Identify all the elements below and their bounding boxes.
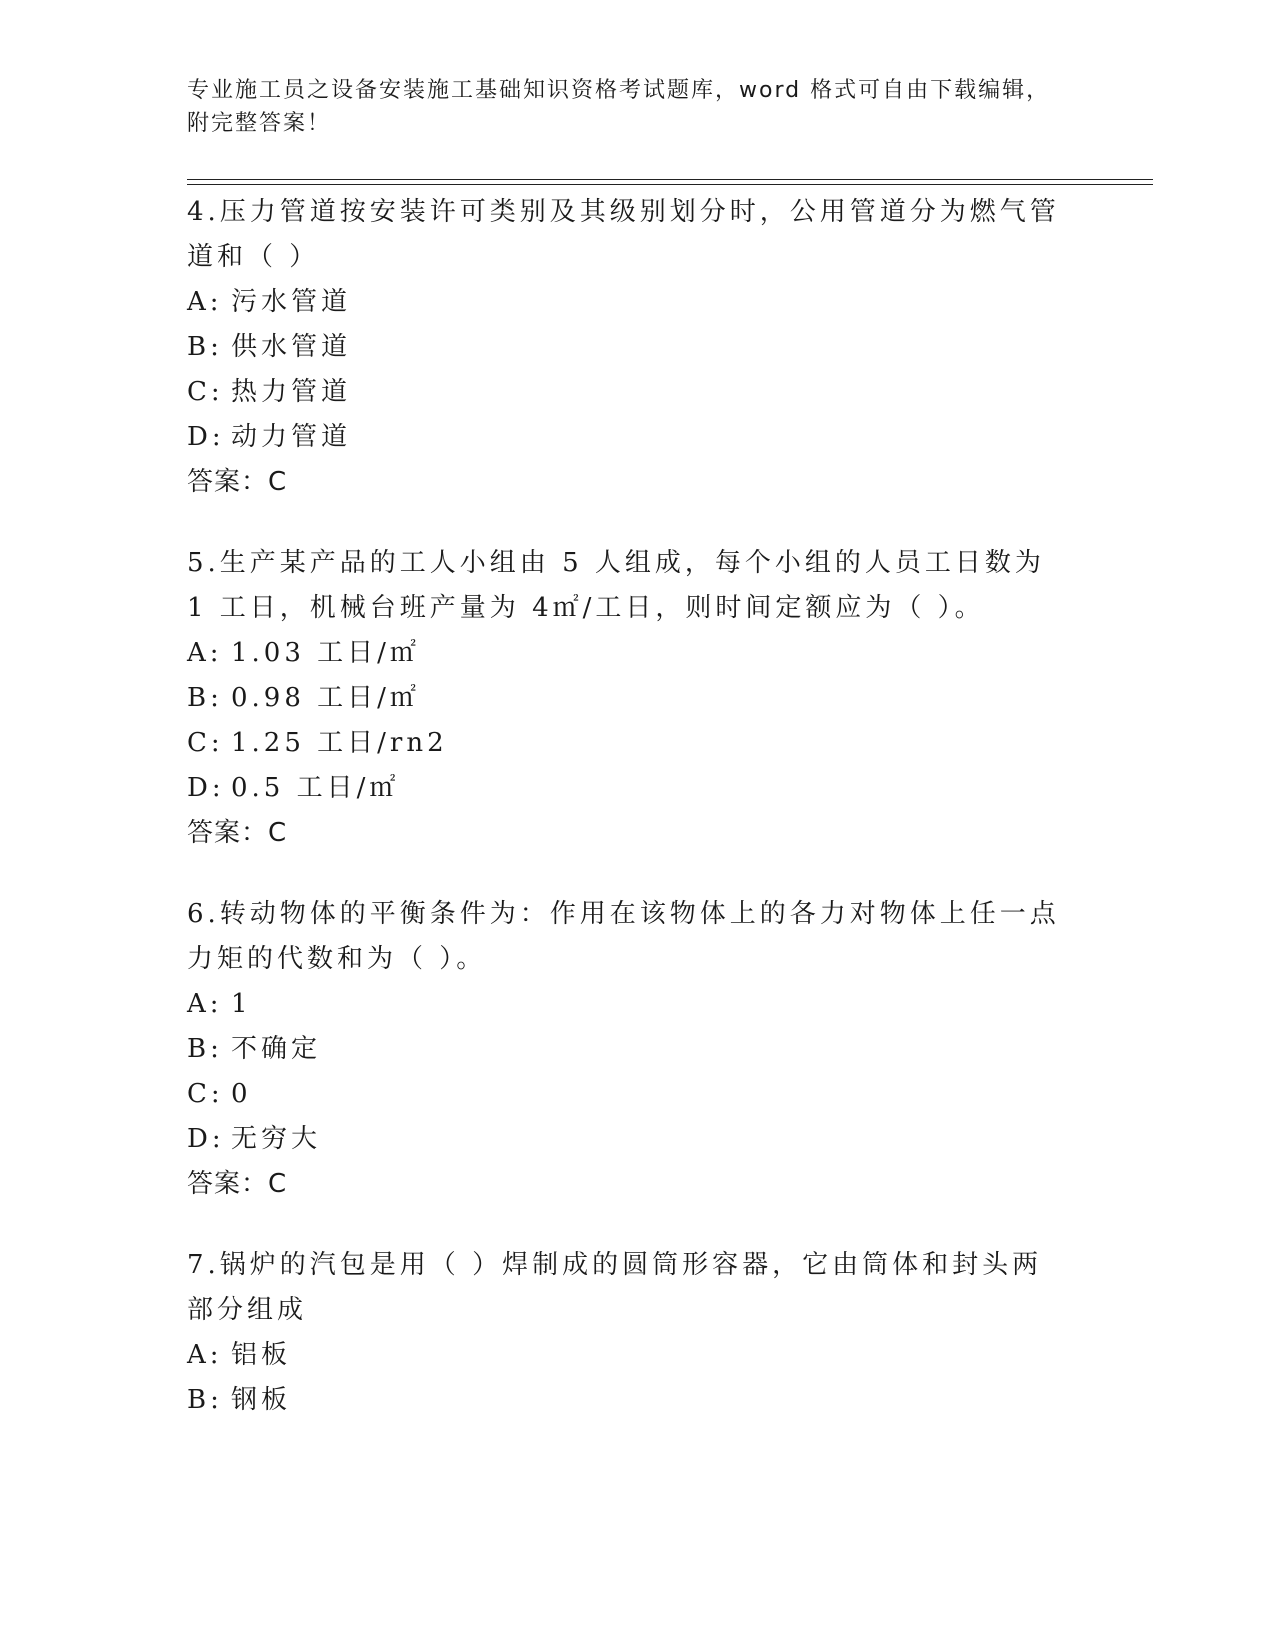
option-key: A: (187, 989, 223, 1019)
option-text: 0 (231, 1079, 252, 1109)
option-key: B: (187, 1385, 223, 1415)
question-list (187, 190, 1067, 1459)
question-7 (187, 1243, 1067, 1423)
header-divider-bottom (187, 184, 1153, 185)
option-key: C: (187, 1079, 224, 1109)
option-c (187, 1072, 1067, 1117)
option-a (187, 631, 1067, 676)
option-key: A: (187, 638, 223, 668)
option-key: C: (187, 377, 224, 407)
option-text: 0.98 工日/㎡ (231, 683, 420, 713)
question-6 (187, 892, 1067, 1207)
option-key: A: (187, 287, 223, 317)
option-a (187, 280, 1067, 325)
option-key: B: (187, 1034, 223, 1064)
document-header (187, 74, 1067, 140)
question-stem: 6.转动物体的平衡条件为：作用在该物体上的各力对物体上任一点力矩的代数和为（ ）。 (187, 899, 1060, 974)
option-c (187, 370, 1067, 415)
header-line-2: 附完整答案！ (187, 111, 332, 136)
option-d (187, 766, 1067, 811)
header-divider-top (187, 179, 1153, 180)
option-key: A: (187, 1340, 223, 1370)
question-4 (187, 190, 1067, 505)
option-text: 0.5 工日/㎡ (231, 773, 400, 803)
option-text: 1 (231, 989, 252, 1019)
header-line-1: 专业施工员之设备安装施工基础知识资格考试题库，word 格式可自由下载编辑， (187, 78, 1051, 103)
option-text: 1.03 工日/㎡ (231, 638, 420, 668)
option-key: D: (187, 1124, 225, 1154)
option-text: 污水管道 (231, 287, 352, 317)
answer-line: 答案：C (187, 1169, 288, 1199)
option-text: 无穷大 (231, 1124, 322, 1154)
option-d (187, 415, 1067, 460)
option-a (187, 1333, 1067, 1378)
option-text: 动力管道 (231, 422, 352, 452)
option-b (187, 676, 1067, 721)
option-text: 1.25 工日/rn2 (231, 728, 448, 758)
option-a (187, 982, 1067, 1027)
option-key: D: (187, 773, 225, 803)
option-text: 热力管道 (231, 377, 352, 407)
option-b (187, 1027, 1067, 1072)
option-key: B: (187, 683, 223, 713)
question-stem: 4.压力管道按安装许可类别及其级别划分时，公用管道分为燃气管道和（ ） (187, 197, 1060, 272)
option-c (187, 721, 1067, 766)
answer-line: 答案：C (187, 467, 288, 497)
question-stem: 7.锅炉的汽包是用（ ）焊制成的圆筒形容器，它由筒体和封头两部分组成 (187, 1250, 1043, 1325)
option-key: B: (187, 332, 223, 362)
option-text: 供水管道 (231, 332, 352, 362)
option-b (187, 325, 1067, 370)
option-text: 不确定 (231, 1034, 322, 1064)
option-b (187, 1378, 1067, 1423)
question-5 (187, 541, 1067, 856)
option-key: C: (187, 728, 224, 758)
answer-line: 答案：C (187, 818, 288, 848)
option-text: 钢板 (231, 1385, 292, 1415)
option-text: 铝板 (231, 1340, 292, 1370)
question-stem: 5.生产某产品的工人小组由 5 人组成，每个小组的人员工日数为 1 工日，机械台班产量为 4㎡/工日，则时间定额应为（ ）。 (187, 548, 1045, 623)
option-d (187, 1117, 1067, 1162)
option-key: D: (187, 422, 225, 452)
